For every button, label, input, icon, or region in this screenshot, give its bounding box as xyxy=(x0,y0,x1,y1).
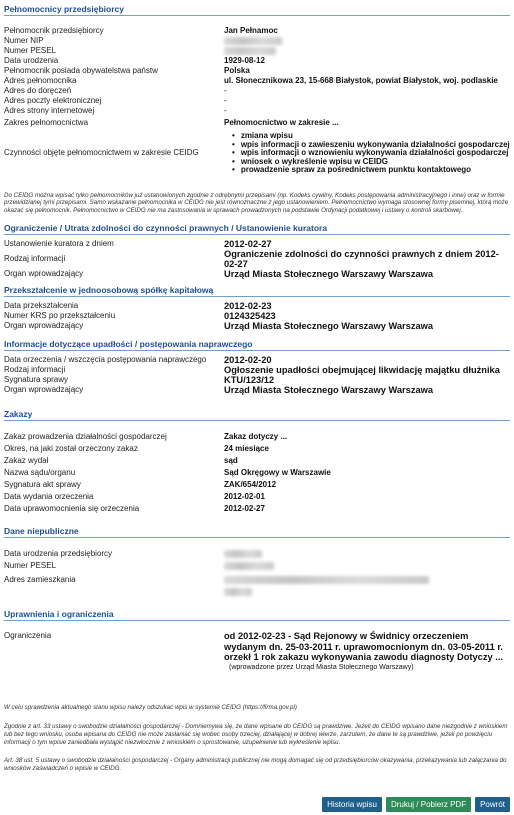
field-row xyxy=(4,106,510,116)
field-row-czynnosci xyxy=(4,132,510,175)
field-value: Sąd Okręgowy w Warszawie xyxy=(224,468,331,478)
field-label: Rodzaj informacji xyxy=(4,365,66,375)
ograniczenia-value: od 2012-02-23 - Sąd Rejonowy w Świdnicy orzeczeniem wydanym dn. 25-03-2011 r. uprawomocnionym dn. 03-05-2011 r. orzekł 1 rok zakazu wykonywania zawodu diagnosty Dotyczy ... xyxy=(224,631,504,663)
field-value: Zakaz dotyczy ... xyxy=(224,432,288,442)
field-row xyxy=(4,86,510,96)
field-row xyxy=(4,365,510,375)
field-label: Data wydania orzeczenia xyxy=(4,492,94,502)
field-row xyxy=(4,239,510,249)
pelnomocnictwo-note: Do CEIDG można wpisać tylko pełnomocników już ustanowionych zgodnie z odrębnymi przepisami (np. Kodeks cywilny, Kodeks postępowania administracyjnego i inne) oraz w formie przewidzianej tymi przepisami. Samo wskazanie pełnomocnika w CEIDG nie jest równoznaczne z jego ustanowieniem. Pełnomocnictwo wymaga stosownej formy pisemnej, którą może okazać się pełnomocnik. Pełnomocnictwo w CEIDG nie ma zastosowania w sprawach prowadzonych na podstawie Ordynacji podatkowej i ustawy o kontroli skarbowej. xyxy=(4,191,509,214)
list-item: • wniosek o wykreślenie wpisu w CEIDG xyxy=(232,158,510,167)
drukuj-pdf-button[interactable]: Drukuj / Pobierz PDF xyxy=(386,797,471,812)
field-value: Pełnomocnictwo w zakresie ... xyxy=(224,118,339,127)
field-row xyxy=(4,503,510,515)
section-title-zakazy: Zakazy xyxy=(4,408,510,421)
field-value: Polska xyxy=(224,66,250,75)
field-value: 2012-02-20 xyxy=(224,355,272,366)
field-row xyxy=(4,548,510,560)
czynnosci-list-wrap xyxy=(224,132,510,175)
field-value: 24 miesiące xyxy=(224,444,269,454)
field-value: 1929-08-12 xyxy=(224,56,265,65)
field-label: Data urodzenia xyxy=(4,56,59,65)
section-title-ograniczenie: Ograniczenie / Utrata zdolności do czynności prawnych / Ustanowienie kuratora xyxy=(4,222,510,235)
field-label: Data przekształcenia xyxy=(4,301,79,311)
field-row xyxy=(4,560,510,572)
footer-info: W celu sprawdzenia aktualnego stanu wpisu należy odszukać wpis w systemie CEIDG (https://firma.gov.pl) xyxy=(4,703,297,711)
field-label: Zakaz wydał xyxy=(4,456,49,466)
field-label: Data urodzenia przedsiębiorcy xyxy=(4,549,113,559)
field-value: Jan Pełnamoc xyxy=(224,26,278,35)
field-row xyxy=(4,355,510,365)
field-value: KTU/123/12 xyxy=(224,375,275,386)
field-value: 2012-02-01 xyxy=(224,492,265,502)
field-row xyxy=(4,455,510,467)
field-row xyxy=(4,375,510,385)
field-value: 2012-02-27 xyxy=(224,504,265,514)
field-row xyxy=(4,26,510,36)
field-label: Numer KRS po przekształceniu xyxy=(4,311,116,321)
field-row xyxy=(4,631,510,672)
section-title-przeksztalcenie: Przekształcenie w jednoosobową spółkę kapitałową xyxy=(4,284,510,297)
field-value: - xyxy=(224,106,227,115)
field-row xyxy=(4,66,510,76)
field-value-redacted xyxy=(224,560,510,572)
footer-art33: Zgodnie z art. 33 ustawy o swobodzie działalności gospodarczej - Domniemywa się, że dane wpisane do CEIDG są prawdziwe. Jeżeli do CEIDG wpisano dane niezgodnie z wnioskiem lub bez tego wniosku, osoba wpisana do CEIDG nie może zasłaniać się wobec osoby trzeciej, działającej w dobrej wierze, zarzutem, że dane te są prawdziwe, jeżeli po powzięciu informacji o tym wpisie zaniedbała wystąpić niezwłocznie z wnioskiem o sprostowanie, uzupełnienie lub wykreślenie wpisu. xyxy=(4,723,508,746)
field-label: Numer PESEL xyxy=(4,46,57,55)
field-row xyxy=(4,574,510,598)
field-value: ZAK/654/2012 xyxy=(224,480,277,490)
field-row xyxy=(4,431,510,443)
field-label: Adres poczty elektronicznej xyxy=(4,96,102,105)
field-row xyxy=(4,96,510,106)
field-label: Organ wprowadzający xyxy=(4,321,84,331)
field-row xyxy=(4,56,510,66)
field-value-wrap xyxy=(224,631,510,672)
field-value-redacted xyxy=(224,548,510,560)
field-value-redacted xyxy=(224,36,510,46)
list-item: • zmiana wpisu xyxy=(232,132,510,141)
field-row xyxy=(4,76,510,86)
field-label: Pełnomocnik posiada obywatelstwa państw xyxy=(4,66,158,75)
field-value: 2012-02-27 xyxy=(224,239,272,250)
field-label: Nazwa sądu/organu xyxy=(4,468,76,478)
field-value: - xyxy=(224,86,227,95)
field-label: Data uprawomocnienia się orzeczenia xyxy=(4,504,140,514)
field-label: Numer PESEL xyxy=(4,561,57,571)
field-label: Adres strony internetowej xyxy=(4,106,95,115)
field-label: Zakaz prowadzenia działalności gospodarczej xyxy=(4,432,167,442)
entered-by: (wprowadzone przez Urząd Miasta Stołecznego Warszawy) xyxy=(229,663,414,671)
list-item: • wpis informacji o wznowieniu wykonywania działalności gospodarczej xyxy=(232,149,510,158)
czynnosci-list xyxy=(224,132,510,175)
powrot-button[interactable]: Powrót xyxy=(475,797,510,812)
footer-art38: Art. 38 ust. 5 ustawy o swobodzie działalności gospodarczej - Organy administracji publicznej nie mogą domagać się od przedsiębiorców okazywania, przekazywania lub załączania do wniosków zaświadczeń o wpisie w CEIDG. xyxy=(4,757,507,772)
field-label: Sygnatura sprawy xyxy=(4,375,69,385)
field-label: Ograniczenia xyxy=(4,631,52,641)
field-row xyxy=(4,491,510,503)
field-label: Okres, na jaki został orzeczony zakaz xyxy=(4,444,138,454)
field-value: Urząd Miasta Stołecznego Warszawy Warszawa xyxy=(224,321,434,332)
field-value: Urząd Miasta Stołecznego Warszawy Warszawa xyxy=(224,385,434,396)
field-label: Zakres pełnomocnictwa xyxy=(4,118,89,127)
field-label: Ustanowienie kuratora z dniem xyxy=(4,239,114,249)
field-value: 0124325423 xyxy=(224,311,276,322)
field-row xyxy=(4,467,510,479)
field-row xyxy=(4,118,510,128)
section-title-upadlosc: Informacje dotyczące upadłości / postępowania naprawczego xyxy=(4,338,510,351)
field-row xyxy=(4,269,510,279)
field-row xyxy=(4,249,510,269)
field-value: Urząd Miasta Stołecznego Warszawy Warszawa xyxy=(224,269,434,280)
field-label: Rodzaj informacji xyxy=(4,254,66,264)
field-value: Ograniczenie zdolności do czynności prawnych z dniem 2012-02-27 xyxy=(224,249,499,270)
list-item: • prowadzenie spraw za pośrednictwem punktu kontaktowego xyxy=(232,166,510,175)
field-row xyxy=(4,46,510,56)
field-value: - xyxy=(224,96,227,105)
field-value-redacted xyxy=(224,574,510,598)
field-label: Adres pełnomocnika xyxy=(4,76,77,85)
field-label: Numer NIP xyxy=(4,36,44,45)
field-value: sąd xyxy=(224,456,238,466)
field-row xyxy=(4,443,510,455)
field-row xyxy=(4,311,510,321)
field-label: Organ wprowadzający xyxy=(4,385,84,395)
field-label: Data orzeczenia / wszczęcia postępowania naprawczego xyxy=(4,355,207,365)
field-row xyxy=(4,321,510,331)
field-value: ul. Słonecznikowa 23, 15-668 Białystok, powiat Białystok, woj. podlaskie xyxy=(224,76,498,85)
section-title-niepubliczne: Dane niepubliczne xyxy=(4,525,510,538)
field-row xyxy=(4,301,510,311)
section-title-uprawnienia: Uprawnienia i ograniczenia xyxy=(4,608,510,621)
list-item: • wpis informacji o zawieszeniu wykonywania działalności gospodarczej xyxy=(232,141,510,150)
field-row xyxy=(4,36,510,46)
field-row xyxy=(4,479,510,491)
field-label: Czynności objęte pełnomocnictwem w zakresie CEIDG xyxy=(4,148,199,158)
field-value-redacted xyxy=(224,46,510,56)
field-value: Ogłoszenie upadłości obejmującej likwidację majątku dłużnika xyxy=(224,365,500,376)
field-label: Pełnomocnik przedsiębiorcy xyxy=(4,26,104,35)
section-title-pelnomocnicy: Pełnomocnicy przedsiębiorcy xyxy=(4,3,510,16)
field-label: Organ wprowadzający xyxy=(4,269,84,279)
field-row xyxy=(4,385,510,395)
action-buttons xyxy=(322,797,510,812)
field-label: Adres zamieszkania xyxy=(4,575,76,585)
field-value: 2012-02-23 xyxy=(224,301,272,312)
field-label: Sygnatura akt sprawy xyxy=(4,480,81,490)
historia-wpisu-button[interactable]: Historia wpisu xyxy=(322,797,382,812)
field-label: Adres do doręczeń xyxy=(4,86,72,95)
